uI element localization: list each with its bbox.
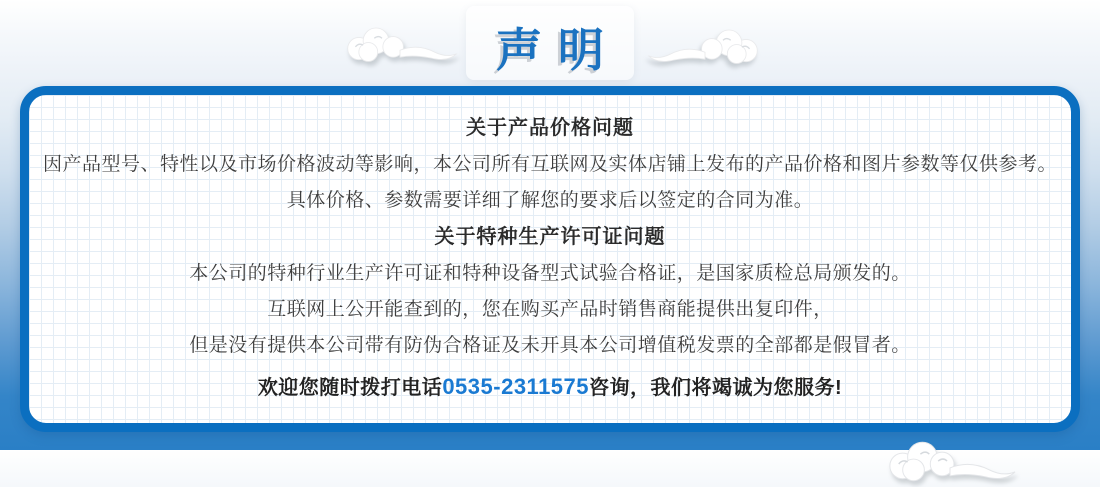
price-line-1: 因产品型号、特性以及市场价格波动等影响，本公司所有互联网及实体店铺上发布的产品价格和图片参数等仅供参考。 — [42, 154, 1057, 175]
footer-suffix: 咨询，我们将竭诚为您服务! — [589, 377, 843, 399]
cloud-left-icon — [340, 26, 460, 66]
section-heading-license: 关于特种生产许可证问题 — [434, 226, 666, 248]
phone-number: 0535-2311575 — [442, 374, 590, 399]
statement-header — [0, 0, 1100, 86]
statement-content — [29, 95, 1071, 423]
cloud-card-icon — [881, 439, 1019, 487]
section-heading-price: 关于产品价格问题 — [466, 117, 634, 139]
license-line-2: 互联网上公开能查到的，您在购买产品时销售商能提供出复印件， — [267, 299, 833, 320]
statement-card — [20, 86, 1080, 432]
cloud-right-icon — [645, 28, 765, 68]
price-line-2: 具体价格、参数需要详细了解您的要求后以签定的合同为准。 — [286, 190, 814, 211]
license-line-1: 本公司的特种行业生产许可证和特种设备型式试验合格证，是国家质检总局颁发的。 — [189, 263, 911, 284]
page-title: 声明 — [496, 24, 620, 76]
service-footer-line — [258, 368, 842, 407]
footer-prefix: 欢迎您随时拨打电话 — [257, 377, 443, 399]
license-line-3: 但是没有提供本公司带有防伪合格证及未开具本公司增值税发票的全部都是假冒者。 — [189, 335, 911, 356]
